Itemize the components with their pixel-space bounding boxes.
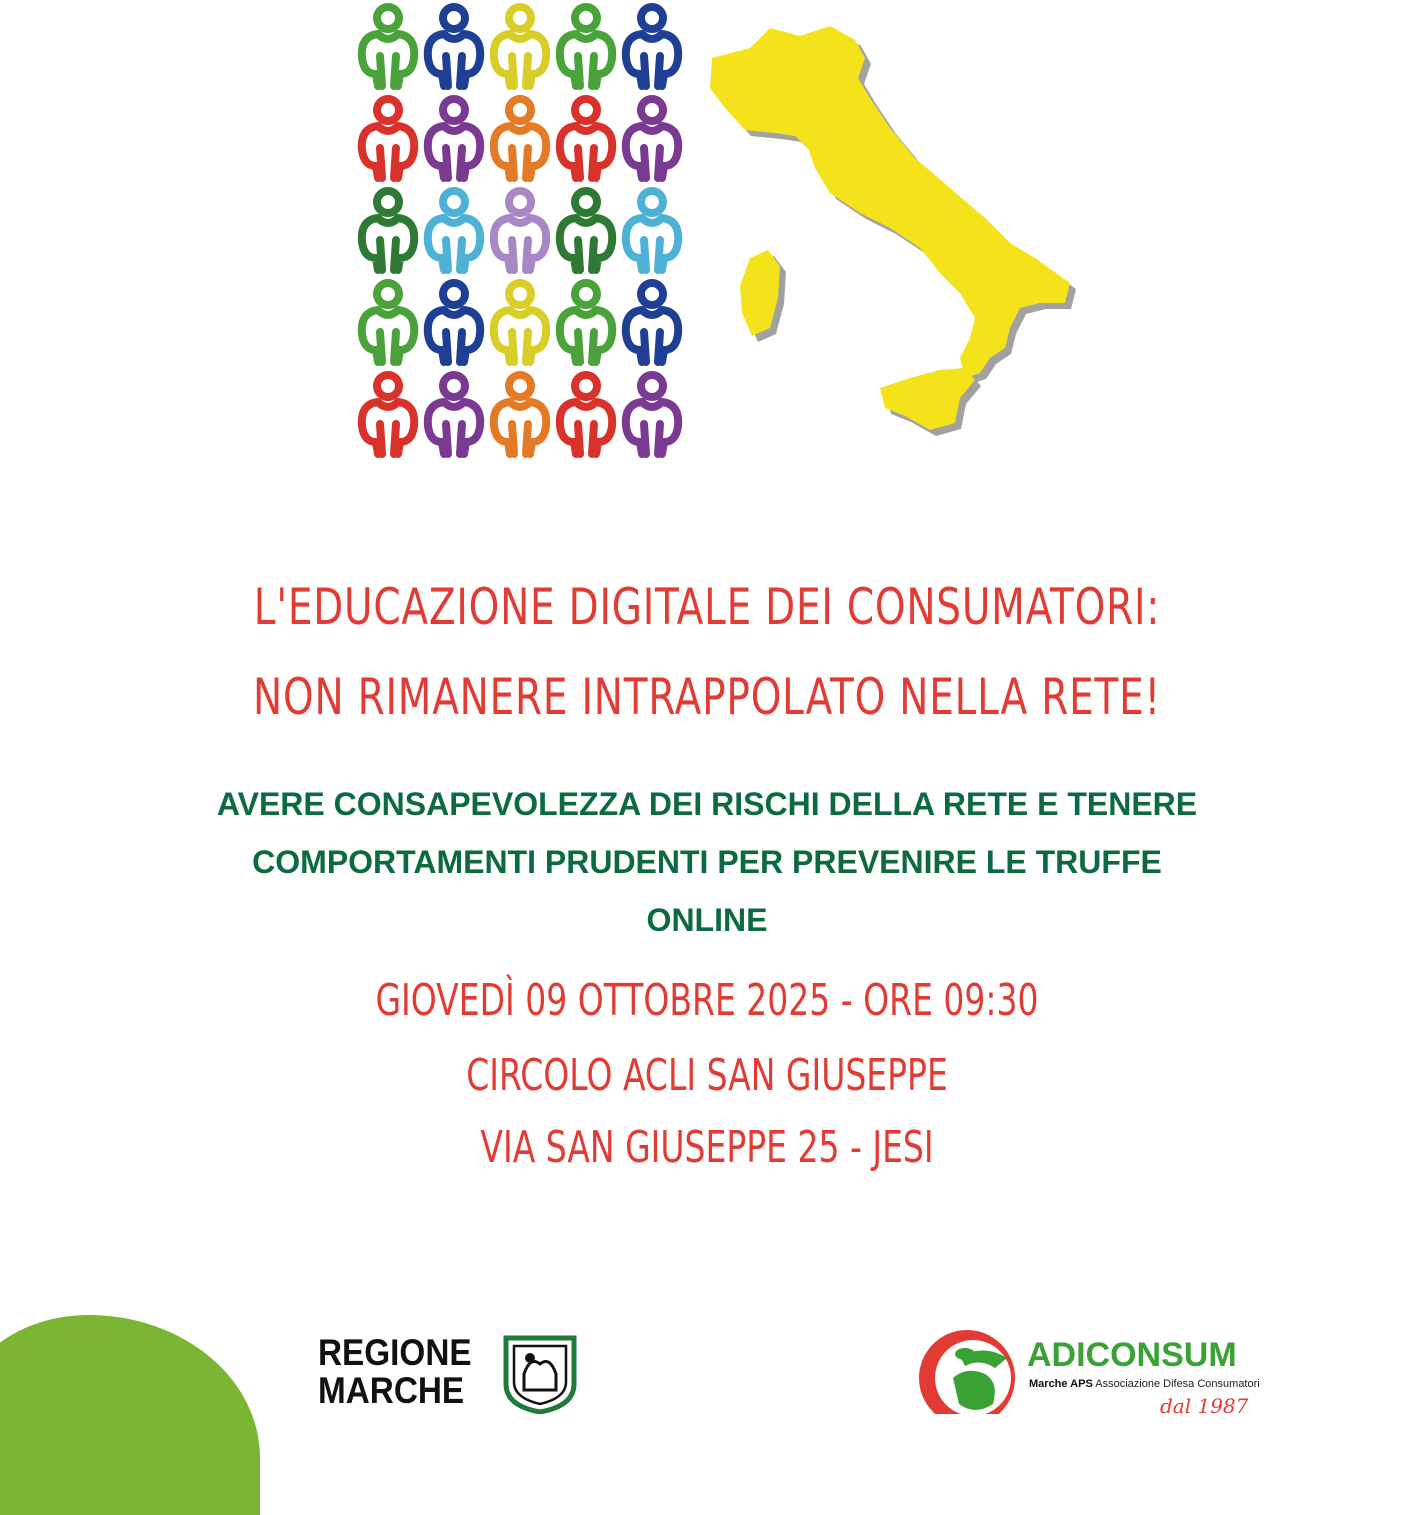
regione-line-2: MARCHE [318, 1370, 465, 1411]
adiconsum-name: ADICONSUM [1027, 1336, 1237, 1374]
person-figure-icon [362, 191, 414, 270]
subtitle-block [100, 775, 1314, 949]
regione-line-1: REGIONE [318, 1332, 472, 1373]
person-figure-icon [494, 283, 546, 362]
person-figure-icon [428, 7, 480, 86]
person-figure-icon [362, 283, 414, 362]
headline-line-1: L'EDUCAZIONE DIGITALE DEI CONSUMATORI: [253, 578, 1161, 636]
person-figure-icon [428, 191, 480, 270]
person-figure-icon [560, 99, 612, 178]
person-figure-icon [626, 7, 678, 86]
headline-line-2: NON RIMANERE INTRAPPOLATO NELLA RETE! [253, 668, 1161, 726]
regione-shield-icon [500, 1334, 580, 1414]
people-figures-grid [352, 0, 688, 462]
person-figure-icon [494, 7, 546, 86]
regione-marche-wordmark [318, 1334, 472, 1410]
adiconsum-year: dal 1987 [1160, 1394, 1249, 1418]
italy-map-illustration [690, 18, 1090, 458]
adiconsum-tagline [1029, 1378, 1260, 1390]
person-figure-icon [560, 191, 612, 270]
adiconsum-tag-text: Associazione Difesa Consumatori [1095, 1378, 1260, 1390]
person-figure-icon [428, 375, 480, 454]
person-figure-icon [560, 283, 612, 362]
green-corner-decoration [0, 1315, 260, 1515]
subtitle-line-3: ONLINE [646, 902, 768, 938]
person-figure-icon [626, 99, 678, 178]
person-figure-icon [362, 375, 414, 454]
person-figure-icon [494, 99, 546, 178]
person-figure-icon [362, 7, 414, 86]
adiconsum-tag-bold: Marche APS [1029, 1378, 1093, 1390]
regione-marche-logo [318, 1332, 582, 1414]
person-figure-icon [362, 99, 414, 178]
person-figure-icon [560, 375, 612, 454]
person-figure-icon [626, 283, 678, 362]
italy-map-shape [710, 26, 1070, 430]
subtitle-line-1: AVERE CONSAPEVOLEZZA DEI RISCHI DELLA RETE E TENERE [216, 786, 1198, 822]
event-datetime: GIOVEDÌ 09 OTTOBRE 2025 - ORE 09:30 [375, 975, 1039, 1026]
adiconsum-emblem-icon [915, 1326, 1025, 1414]
person-figure-icon [494, 191, 546, 270]
subtitle-line-2: COMPORTAMENTI PRUDENTI PER PREVENIRE LE TRUFFE [252, 844, 1162, 880]
event-address: VIA SAN GIUSEPPE 25 - JESI [480, 1122, 934, 1173]
event-venue: CIRCOLO ACLI SAN GIUSEPPE [466, 1050, 948, 1101]
adiconsum-logo [915, 1326, 1275, 1418]
person-figure-icon [428, 99, 480, 178]
person-figure-icon [428, 283, 480, 362]
person-figure-icon [626, 375, 678, 454]
person-figure-icon [626, 191, 678, 270]
person-figure-icon [560, 7, 612, 86]
person-figure-icon [494, 375, 546, 454]
